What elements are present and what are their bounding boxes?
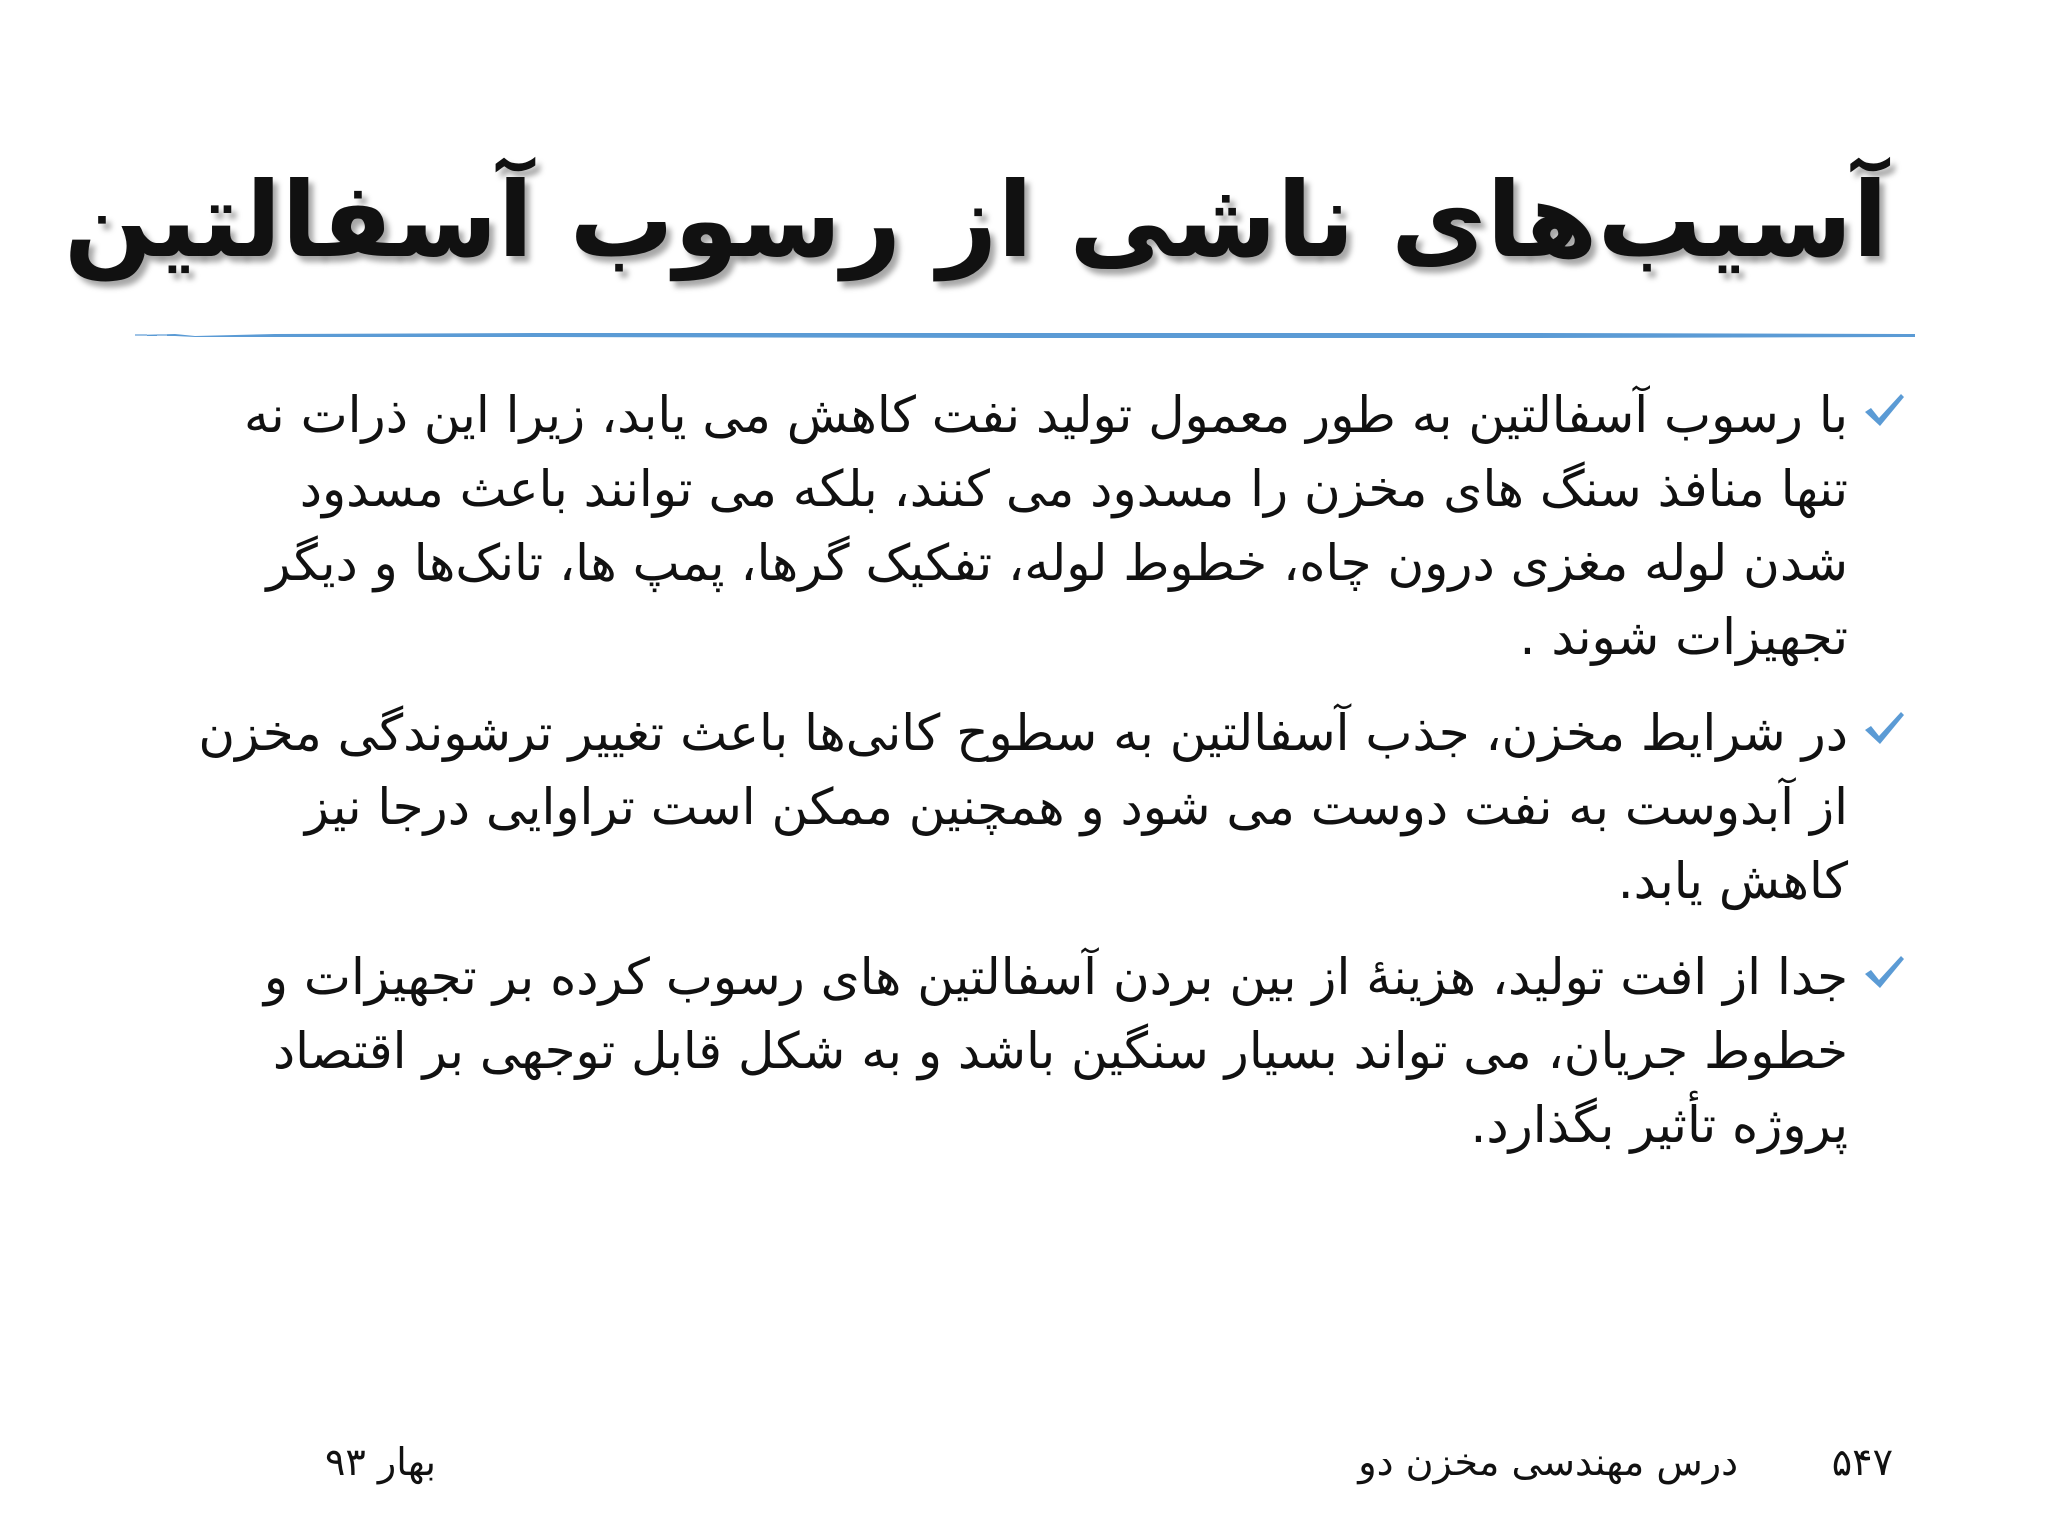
- title-divider: [135, 328, 1915, 342]
- term-label: بهار ۹۳: [325, 1440, 436, 1484]
- slide-title: آسیب‌های ناشی از رسوب آسفالتین: [63, 159, 1888, 281]
- check-icon: [1862, 952, 1906, 992]
- check-icon: [1862, 390, 1906, 430]
- bullet-text: جدا از افت تولید، هزینۀ از بین بردن آسفالتین های رسوب کرده بر تجهیزات و خطوط جریان، می تواند بسیار سنگین باشد و به شکل قابل توجهی بر اقتصاد پروژه تأثیر بگذارد.: [263, 948, 1848, 1154]
- bullet-item: [188, 696, 1848, 918]
- page-number: ۵۴۷: [1831, 1440, 1893, 1484]
- bullet-text: در شرایط مخزن، جذب آسفالتین به سطوح کانی‌ها باعث تغییر ترشوندگی مخزن از آبدوست به نفت دوست می شود و همچنین ممکن است تراوایی درجا نیز کاهش یابد.: [198, 704, 1848, 910]
- check-icon: [1862, 708, 1906, 748]
- course-name: درس مهندسی مخزن دو: [1358, 1440, 1738, 1484]
- bullet-list: [188, 378, 1848, 1184]
- bullet-item: [188, 940, 1848, 1162]
- bullet-item: [188, 378, 1848, 674]
- bullet-text: با رسوب آسفالتین به طور معمول تولید نفت کاهش می یابد، زیرا این ذرات نه تنها منافذ سنگ های مخزن را مسدود می کنند، بلکه می توانند باعث مسدود شدن لوله مغزی درون چاه، خطوط لوله، تفکیک گرها، پمپ ها، تانک‌ها و دیگر تجهیزات شوند .: [243, 386, 1848, 666]
